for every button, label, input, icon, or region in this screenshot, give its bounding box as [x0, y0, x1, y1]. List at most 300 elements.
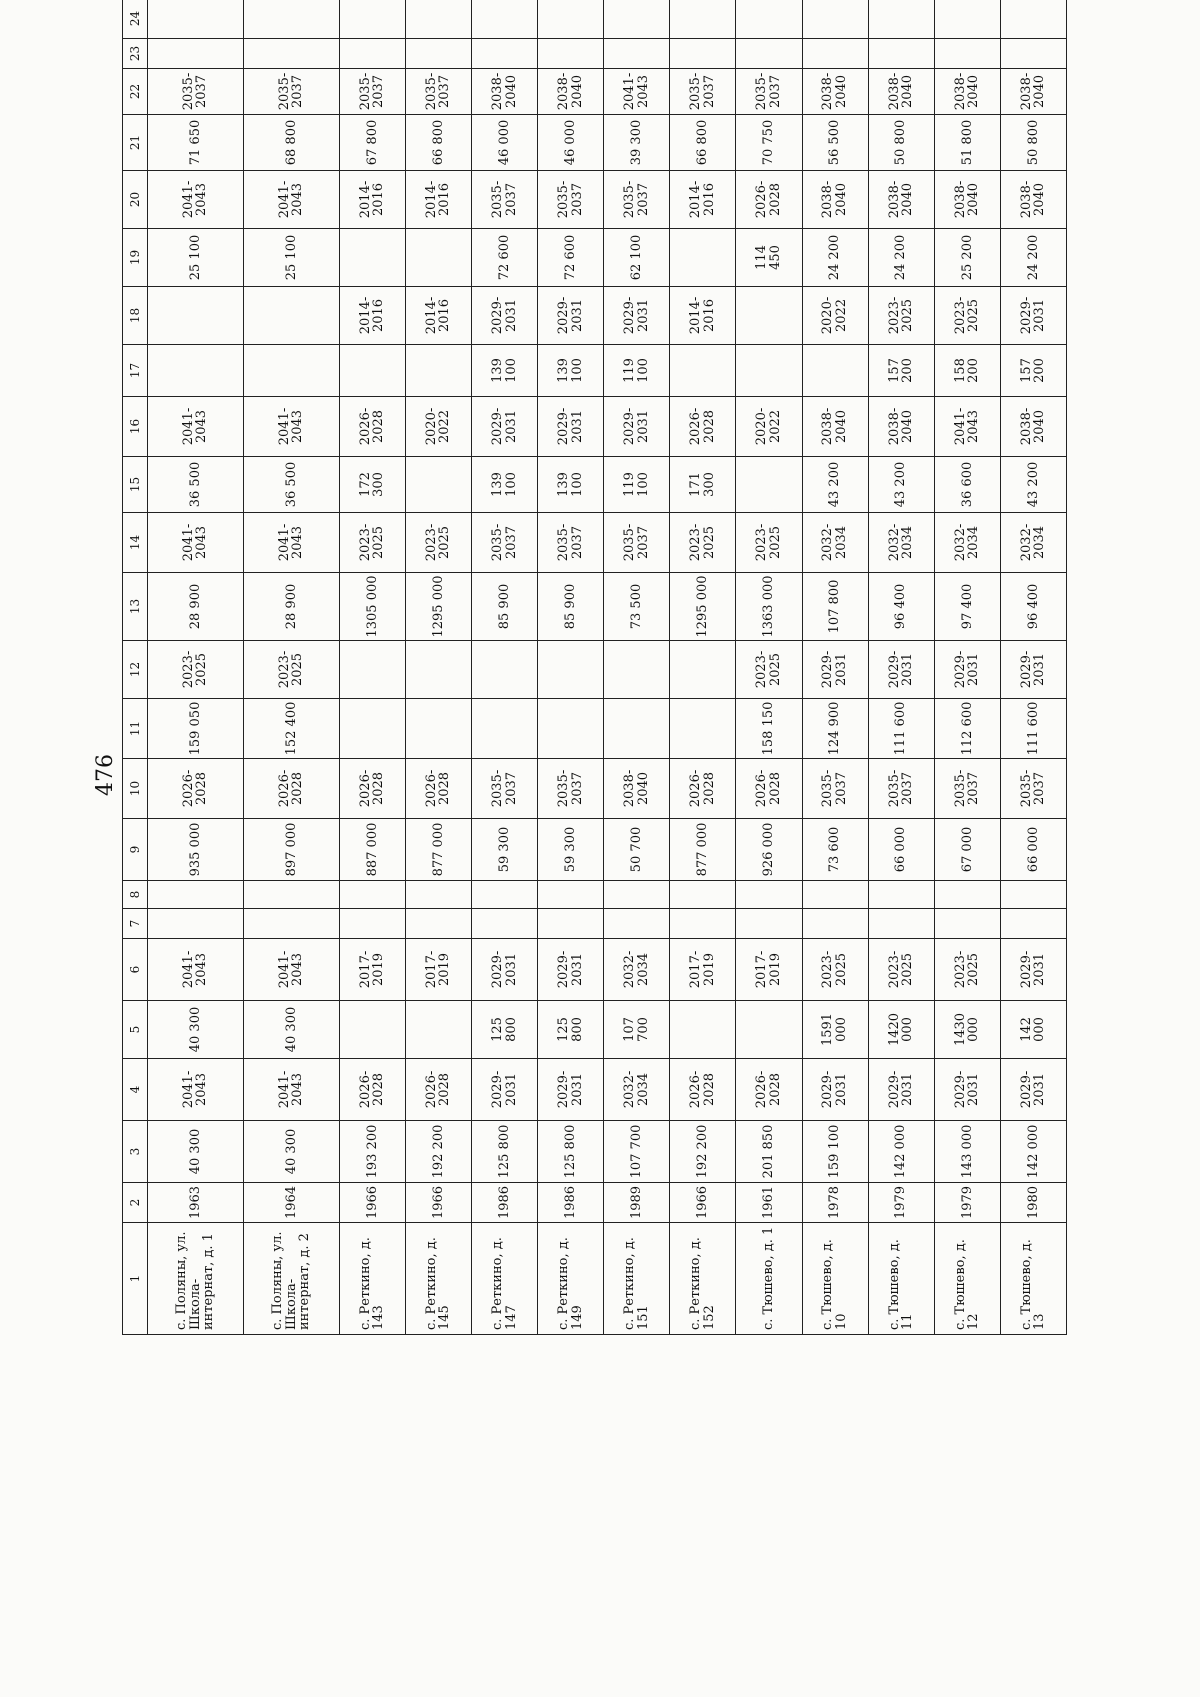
- table-row: [148, 0, 244, 1335]
- table-cell: 107 700: [604, 1001, 670, 1059]
- table-cell: [934, 909, 1000, 939]
- table-cell: 2032-2034: [604, 939, 670, 1001]
- table-cell: 2029-2031: [1000, 939, 1066, 1001]
- address-cell: с. Тюшево, д. 13: [1000, 1223, 1066, 1335]
- table-cell: 111 600: [1000, 699, 1066, 759]
- table-cell: [736, 287, 802, 345]
- table-cell: [148, 881, 244, 909]
- table-cell: [802, 0, 868, 39]
- table-cell: [736, 881, 802, 909]
- column-header: 1: [123, 1223, 148, 1335]
- table-cell: 2041-2043: [243, 1059, 339, 1121]
- table-cell: 2014-2016: [339, 287, 405, 345]
- table-cell: 2026-2028: [736, 171, 802, 229]
- column-header: 6: [123, 939, 148, 1001]
- table-cell: [1000, 881, 1066, 909]
- table-cell: 2035-2037: [736, 69, 802, 115]
- table-row: [934, 0, 1000, 1335]
- table-cell: 192 200: [405, 1121, 471, 1183]
- table-cell: [670, 881, 736, 909]
- table-cell: [339, 641, 405, 699]
- table-cell: 2017-2019: [339, 939, 405, 1001]
- table-cell: [148, 287, 244, 345]
- table-cell: [339, 229, 405, 287]
- table-cell: [802, 881, 868, 909]
- table-cell: 2032-2034: [604, 1059, 670, 1121]
- table-cell: 85 900: [472, 573, 538, 641]
- address-cell: с. Реткино, д. 147: [472, 1223, 538, 1335]
- table-cell: 2029-2031: [538, 287, 604, 345]
- table-cell: 2038-2040: [538, 69, 604, 115]
- column-header: 4: [123, 1059, 148, 1121]
- table-cell: 51 800: [934, 115, 1000, 171]
- table-cell: 2023-2025: [405, 513, 471, 573]
- table-cell: 125 800: [472, 1121, 538, 1183]
- table-cell: [1000, 39, 1066, 69]
- address-cell: с. Тюшево, д. 1: [736, 1223, 802, 1335]
- table-cell: 1979: [868, 1183, 934, 1223]
- table-cell: 62 100: [604, 229, 670, 287]
- table-cell: 201 850: [736, 1121, 802, 1183]
- table-cell: 2038-2040: [802, 69, 868, 115]
- table-cell: 67 800: [339, 115, 405, 171]
- column-header: 20: [123, 171, 148, 229]
- table-cell: [405, 229, 471, 287]
- table-cell: 2023-2025: [868, 287, 934, 345]
- table-row: [802, 0, 868, 1335]
- table-cell: 1978: [802, 1183, 868, 1223]
- table-cell: [736, 39, 802, 69]
- table-cell: 2029-2031: [472, 1059, 538, 1121]
- table-cell: 2029-2031: [472, 397, 538, 457]
- table-cell: 2014-2016: [670, 171, 736, 229]
- table-cell: [670, 0, 736, 39]
- table-cell: 2014-2016: [405, 287, 471, 345]
- table-cell: 142 000: [1000, 1001, 1066, 1059]
- table-cell: [670, 1001, 736, 1059]
- table-cell: [604, 0, 670, 39]
- table-row: [472, 0, 538, 1335]
- table-cell: 877 000: [670, 819, 736, 881]
- table-cell: [339, 699, 405, 759]
- column-header: 23: [123, 39, 148, 69]
- table-cell: 25 200: [934, 229, 1000, 287]
- table-cell: [868, 0, 934, 39]
- table-cell: 1986: [472, 1183, 538, 1223]
- table-cell: 107 700: [604, 1121, 670, 1183]
- table-cell: 40 300: [148, 1121, 244, 1183]
- table-cell: [670, 345, 736, 397]
- table-cell: 2038-2040: [802, 171, 868, 229]
- table-cell: [538, 909, 604, 939]
- table-cell: 2017-2019: [736, 939, 802, 1001]
- table-cell: 2038-2040: [1000, 171, 1066, 229]
- table-cell: [868, 39, 934, 69]
- table-cell: 1961: [736, 1183, 802, 1223]
- table-cell: 159 100: [802, 1121, 868, 1183]
- table-row: [604, 0, 670, 1335]
- table-cell: 2020-2022: [405, 397, 471, 457]
- table-cell: 935 000: [148, 819, 244, 881]
- table-cell: 2035-2037: [868, 759, 934, 819]
- table-cell: 96 400: [1000, 573, 1066, 641]
- table-cell: 2035-2037: [243, 69, 339, 115]
- address-cell: с. Тюшево, д. 10: [802, 1223, 868, 1335]
- table-cell: 66 800: [670, 115, 736, 171]
- table-cell: [538, 641, 604, 699]
- column-header: 18: [123, 287, 148, 345]
- table-cell: 97 400: [934, 573, 1000, 641]
- address-cell: с. Реткино, д. 149: [538, 1223, 604, 1335]
- table-cell: 56 500: [802, 115, 868, 171]
- table-cell: 2026-2028: [736, 1059, 802, 1121]
- table-cell: 1986: [538, 1183, 604, 1223]
- column-header: 3: [123, 1121, 148, 1183]
- table-cell: 2035-2037: [472, 171, 538, 229]
- table-cell: 59 300: [472, 819, 538, 881]
- table-cell: 2035-2037: [1000, 759, 1066, 819]
- table-cell: 28 900: [148, 573, 244, 641]
- table-cell: 2017-2019: [405, 939, 471, 1001]
- table-cell: 24 200: [868, 229, 934, 287]
- column-header: 8: [123, 881, 148, 909]
- table-cell: [736, 909, 802, 939]
- table-cell: [538, 0, 604, 39]
- table-cell: 172 300: [339, 457, 405, 513]
- table-cell: 2023-2025: [934, 287, 1000, 345]
- column-header: 7: [123, 909, 148, 939]
- table-cell: 2023-2025: [243, 641, 339, 699]
- table-cell: [538, 881, 604, 909]
- table-cell: 46 000: [472, 115, 538, 171]
- table-cell: 2026-2028: [670, 759, 736, 819]
- table-cell: 24 200: [802, 229, 868, 287]
- column-header: 16: [123, 397, 148, 457]
- column-header: 22: [123, 69, 148, 115]
- table-cell: 2017-2019: [670, 939, 736, 1001]
- table-cell: [405, 39, 471, 69]
- table-cell: 152 400: [243, 699, 339, 759]
- table-cell: 2020-2022: [736, 397, 802, 457]
- table-cell: 159 050: [148, 699, 244, 759]
- table-cell: [339, 881, 405, 909]
- table-cell: [670, 39, 736, 69]
- table-cell: 877 000: [405, 819, 471, 881]
- table-cell: 2029-2031: [604, 397, 670, 457]
- table-cell: [243, 0, 339, 39]
- table-cell: 2026-2028: [243, 759, 339, 819]
- table-cell: [538, 39, 604, 69]
- table-cell: 2035-2037: [934, 759, 1000, 819]
- table-cell: 2023-2025: [868, 939, 934, 1001]
- table-cell: 2023-2025: [736, 641, 802, 699]
- column-header: 13: [123, 573, 148, 641]
- table-cell: 2023-2025: [736, 513, 802, 573]
- table-cell: 66 000: [1000, 819, 1066, 881]
- table-cell: 1966: [405, 1183, 471, 1223]
- column-header: 11: [123, 699, 148, 759]
- table-cell: 2041-2043: [243, 513, 339, 573]
- table-cell: 2041-2043: [243, 171, 339, 229]
- table-cell: 125 800: [472, 1001, 538, 1059]
- table-cell: 2041-2043: [243, 397, 339, 457]
- table-cell: 1591 000: [802, 1001, 868, 1059]
- table-cell: 142 000: [1000, 1121, 1066, 1183]
- table-cell: [405, 1001, 471, 1059]
- table-cell: 1430 000: [934, 1001, 1000, 1059]
- table-cell: 50 800: [868, 115, 934, 171]
- table-cell: 2035-2037: [472, 513, 538, 573]
- table-cell: [736, 457, 802, 513]
- column-header: 5: [123, 1001, 148, 1059]
- table-cell: [339, 39, 405, 69]
- column-header: 21: [123, 115, 148, 171]
- table-cell: 2035-2037: [538, 513, 604, 573]
- table-cell: [339, 909, 405, 939]
- table-cell: 2014-2016: [670, 287, 736, 345]
- table-cell: [670, 699, 736, 759]
- table-cell: [934, 881, 1000, 909]
- table-cell: 2035-2037: [472, 759, 538, 819]
- table-cell: 119 100: [604, 345, 670, 397]
- table-row: [670, 0, 736, 1335]
- column-header: 10: [123, 759, 148, 819]
- table-cell: [243, 909, 339, 939]
- table-cell: 2035-2037: [148, 69, 244, 115]
- table-cell: 139 100: [538, 345, 604, 397]
- column-header: 9: [123, 819, 148, 881]
- table-cell: 2041-2043: [148, 1059, 244, 1121]
- table-cell: [802, 39, 868, 69]
- table-cell: [472, 0, 538, 39]
- table-cell: 2029-2031: [1000, 1059, 1066, 1121]
- table-cell: [736, 345, 802, 397]
- table-cell: [472, 909, 538, 939]
- table-cell: [604, 699, 670, 759]
- table-cell: 171 300: [670, 457, 736, 513]
- table-cell: 1295 000: [670, 573, 736, 641]
- column-header: 14: [123, 513, 148, 573]
- document-table-container: [122, 10, 1067, 1335]
- table-cell: 1966: [670, 1183, 736, 1223]
- table-cell: 142 000: [868, 1121, 934, 1183]
- column-number-header-row: [123, 0, 148, 1335]
- table-cell: [148, 39, 244, 69]
- column-header: 12: [123, 641, 148, 699]
- table-cell: 143 000: [934, 1121, 1000, 1183]
- table-cell: 2029-2031: [472, 939, 538, 1001]
- table-cell: 2032-2034: [934, 513, 1000, 573]
- table-cell: 2029-2031: [538, 939, 604, 1001]
- table-cell: [934, 0, 1000, 39]
- table-cell: 2023-2025: [802, 939, 868, 1001]
- table-cell: [472, 641, 538, 699]
- table-row: [405, 0, 471, 1335]
- table-cell: 114 450: [736, 229, 802, 287]
- table-cell: 2029-2031: [868, 641, 934, 699]
- table-cell: 50 800: [1000, 115, 1066, 171]
- table-cell: 2035-2037: [670, 69, 736, 115]
- address-cell: с. Реткино, д. 151: [604, 1223, 670, 1335]
- table-cell: 2029-2031: [868, 1059, 934, 1121]
- table-row: [868, 0, 934, 1335]
- table-cell: [243, 39, 339, 69]
- table-cell: 2026-2028: [405, 759, 471, 819]
- table-cell: 40 300: [243, 1001, 339, 1059]
- table-cell: 1966: [339, 1183, 405, 1223]
- address-cell: с. Поляны, ул. Школа-интернат, д. 2: [243, 1223, 339, 1335]
- table-cell: 2026-2028: [148, 759, 244, 819]
- table-cell: 25 100: [243, 229, 339, 287]
- table-cell: [736, 1001, 802, 1059]
- table-cell: 39 300: [604, 115, 670, 171]
- table-cell: 111 600: [868, 699, 934, 759]
- table-cell: 1295 000: [405, 573, 471, 641]
- table-cell: [243, 345, 339, 397]
- table-cell: 2035-2037: [604, 171, 670, 229]
- table-cell: [405, 641, 471, 699]
- table-cell: 1363 000: [736, 573, 802, 641]
- table-cell: [405, 909, 471, 939]
- table-cell: 158 150: [736, 699, 802, 759]
- table-cell: [405, 345, 471, 397]
- address-cell: с. Реткино, д. 145: [405, 1223, 471, 1335]
- table-cell: 2023-2025: [670, 513, 736, 573]
- table-cell: 2026-2028: [670, 397, 736, 457]
- table-cell: 125 800: [538, 1001, 604, 1059]
- table-cell: [148, 345, 244, 397]
- table-cell: 71 650: [148, 115, 244, 171]
- table-cell: [243, 287, 339, 345]
- table-cell: [148, 0, 244, 39]
- table-cell: 2026-2028: [339, 1059, 405, 1121]
- table-cell: 157 200: [868, 345, 934, 397]
- table-cell: [339, 0, 405, 39]
- table-cell: 124 900: [802, 699, 868, 759]
- table-cell: 125 800: [538, 1121, 604, 1183]
- table-cell: [1000, 909, 1066, 939]
- table-cell: 28 900: [243, 573, 339, 641]
- table-row: [1000, 0, 1066, 1335]
- table-cell: [538, 699, 604, 759]
- table-cell: 139 100: [538, 457, 604, 513]
- table-cell: 67 000: [934, 819, 1000, 881]
- table-cell: [405, 0, 471, 39]
- table-cell: 1980: [1000, 1183, 1066, 1223]
- table-cell: 43 200: [802, 457, 868, 513]
- table-cell: 2026-2028: [339, 397, 405, 457]
- table-row: [339, 0, 405, 1335]
- table-cell: 1979: [934, 1183, 1000, 1223]
- table-cell: [736, 0, 802, 39]
- table-cell: 2038-2040: [604, 759, 670, 819]
- table-cell: 2035-2037: [538, 759, 604, 819]
- column-header: 2: [123, 1183, 148, 1223]
- table-cell: 2035-2037: [538, 171, 604, 229]
- table-row: [538, 0, 604, 1335]
- table-cell: 897 000: [243, 819, 339, 881]
- table-cell: 1420 000: [868, 1001, 934, 1059]
- table-cell: [1000, 0, 1066, 39]
- table-cell: 85 900: [538, 573, 604, 641]
- table-cell: [670, 229, 736, 287]
- table-cell: 50 700: [604, 819, 670, 881]
- table-cell: 1964: [243, 1183, 339, 1223]
- table-cell: 112 600: [934, 699, 1000, 759]
- table-cell: 926 000: [736, 819, 802, 881]
- table-cell: 2029-2031: [802, 641, 868, 699]
- table-cell: 2029-2031: [538, 1059, 604, 1121]
- table-row: [243, 0, 339, 1335]
- table-cell: 2035-2037: [339, 69, 405, 115]
- table-cell: 68 800: [243, 115, 339, 171]
- table-cell: 70 750: [736, 115, 802, 171]
- table-cell: 24 200: [1000, 229, 1066, 287]
- table-cell: 72 600: [472, 229, 538, 287]
- table-cell: 107 800: [802, 573, 868, 641]
- table-cell: 2038-2040: [1000, 397, 1066, 457]
- table-cell: 192 200: [670, 1121, 736, 1183]
- table-cell: 2038-2040: [802, 397, 868, 457]
- table-cell: 2041-2043: [148, 397, 244, 457]
- table-cell: 2041-2043: [148, 513, 244, 573]
- table-cell: [472, 699, 538, 759]
- table-cell: 2041-2043: [604, 69, 670, 115]
- table-cell: 2029-2031: [934, 1059, 1000, 1121]
- table-cell: 2041-2043: [934, 397, 1000, 457]
- table-cell: 1963: [148, 1183, 244, 1223]
- table-cell: 2038-2040: [868, 397, 934, 457]
- table-cell: 2029-2031: [538, 397, 604, 457]
- table-cell: 158 200: [934, 345, 1000, 397]
- table-cell: 157 200: [1000, 345, 1066, 397]
- table-cell: 2029-2031: [1000, 641, 1066, 699]
- table-cell: [405, 457, 471, 513]
- table-cell: [604, 641, 670, 699]
- table-cell: 2038-2040: [934, 69, 1000, 115]
- table-cell: 2038-2040: [934, 171, 1000, 229]
- table-row: [736, 0, 802, 1335]
- table-cell: [604, 909, 670, 939]
- table-cell: 2032-2034: [868, 513, 934, 573]
- table-cell: 46 000: [538, 115, 604, 171]
- table-cell: [405, 881, 471, 909]
- table-cell: [472, 39, 538, 69]
- column-header: 17: [123, 345, 148, 397]
- address-cell: с. Тюшево, д. 12: [934, 1223, 1000, 1335]
- table-cell: [339, 345, 405, 397]
- table-cell: [472, 881, 538, 909]
- table-cell: 43 200: [1000, 457, 1066, 513]
- table-cell: 2035-2037: [604, 513, 670, 573]
- table-cell: 2026-2028: [339, 759, 405, 819]
- table-cell: [670, 641, 736, 699]
- table-cell: 2029-2031: [472, 287, 538, 345]
- table-cell: 25 100: [148, 229, 244, 287]
- table-cell: 40 300: [243, 1121, 339, 1183]
- table-cell: 2035-2037: [405, 69, 471, 115]
- table-cell: 2041-2043: [243, 939, 339, 1001]
- address-cell: с. Поляны, ул. Школа-интернат, д. 1: [148, 1223, 244, 1335]
- table-cell: [802, 345, 868, 397]
- table-cell: 2026-2028: [736, 759, 802, 819]
- table-cell: [934, 39, 1000, 69]
- table-cell: 36 600: [934, 457, 1000, 513]
- table-cell: 2026-2028: [405, 1059, 471, 1121]
- table-cell: [405, 699, 471, 759]
- table-cell: 66 000: [868, 819, 934, 881]
- column-header: 24: [123, 0, 148, 39]
